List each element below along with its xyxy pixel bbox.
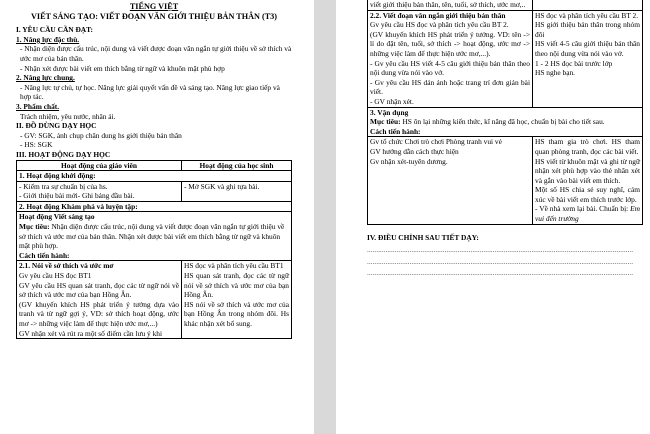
activity-3-goal-label: Mục tiêu: [370, 117, 401, 127]
row-2-1-student [182, 261, 292, 339]
activities-table-continued [367, 0, 643, 225]
row-3-student-3: Một số HS chia sẻ suy nghĩ, cảm xúc về bài viết em thích trước lớp. [535, 185, 640, 204]
page-2-content [367, 0, 643, 278]
document-page-1 [0, 0, 314, 434]
section-1-1: 1. Năng lực đặc thù. [16, 34, 80, 44]
row-2-1-teacher [17, 261, 182, 339]
activity-1-teacher-2: - Giới thiệu bài mới- Ghi bảng đầu bài. [19, 191, 135, 201]
table-header-row [17, 160, 292, 171]
row-2-2-student-2: HS giới thiệu bản thân trong nhóm đôi [535, 20, 640, 39]
row-2-2-title: 2.2. Viết đoạn văn ngắn giới thiệu bản thân [370, 10, 506, 20]
row-2-2-teacher-1: Gv yêu cầu HS đọc và phân tích yêu cầu BT 2. [370, 20, 509, 30]
activity-3-goal-text: HS ôn lại những kiến thức, kĩ năng đã học, chuẩn bị bài cho tiết sau. [400, 117, 605, 127]
section-1-3: 3. Phẩm chất. [16, 101, 60, 111]
section-3-title: III. HOẠT ĐỘNG DẠY HỌC [16, 149, 111, 159]
activity-2-intro [17, 212, 292, 261]
section-1-1-a: - Nhận diện được cấu trúc, nội dung và viết được đoạn văn ngắn tự giới thiệu về sở thích và ước mơ của bản thân. [20, 44, 292, 63]
activity-3-how: Cách tiến hành: [370, 126, 421, 136]
row-2-2-teacher-5: - GV nhận xét. [370, 96, 414, 106]
activity-2-title: 2. Hoạt động Khám phá và luyện tập: [17, 201, 292, 212]
activities-table [16, 160, 292, 340]
row-3-student-2: HS viết từ khuôn mặt và ghi từ ngữ nhận xét phù hợp vào thẻ nhân xét và gắn vào bài viết em thích. [535, 156, 640, 185]
activity-3-goal [370, 117, 640, 127]
section-1-title: I. YÊU CẦU CẦN ĐẠT: [16, 25, 93, 35]
row-2-1-title: 2.1. Nói về sở thích và ước mơ [19, 261, 114, 271]
row-3-teacher [368, 137, 533, 224]
section-2-a: - GV: SGK, ảnh chụp chân dung hs giới thiệu bản thân [20, 130, 182, 140]
row-3-teacher-1: Gv tổ chức Chơi trò chơi Phòng tranh vui vẻ [370, 137, 502, 147]
header-student: Hoạt động của học sinh [182, 160, 292, 171]
row-2-1-student-3: HS nói về sở thích và ước mơ của bạn Hồng Ân trong nhóm đôi. Hs khác nhận xét bổ sung. [184, 299, 289, 328]
table-row [17, 171, 292, 182]
page-gap [314, 0, 336, 434]
row-2-2-teacher [368, 10, 533, 107]
activity-1-student [182, 181, 292, 201]
row-2-2-teacher-3: - Gv yêu cầu HS viết 4-5 câu giới thiệu bản thân theo nội dung vừa nói vào vở. [370, 58, 530, 78]
row-2-1-student-1: HS đọc và phân tích yêu cầu BT1 [184, 261, 284, 271]
document-page-2 [336, 0, 650, 434]
next-lesson-title: Em vui đến trường [535, 204, 640, 224]
row-2-1-teacher-3: (GV khuyến khích HS phát triển ý tưởng dựa vào tranh và từ ngữ gợi ý, VD: sở thích hoạt động, ước mơ -> những việc làm để thực hiện ước mơ,...) [19, 299, 179, 328]
continued-teacher [368, 0, 533, 10]
table-row [368, 107, 643, 137]
activity-2-goal [19, 222, 289, 251]
section-2-title: II. ĐỒ DÙNG DẠY HỌC [16, 121, 97, 131]
section-2-b: - HS: SGK [20, 140, 53, 150]
table-row [368, 10, 643, 107]
page-1-content [16, 2, 292, 339]
section-1-1-b: - Nhận xét được bài viết em thích bằng từ ngữ và khuôn mặt phù hợp [20, 63, 225, 73]
table-row [17, 212, 292, 261]
activity-1-title: 1. Hoạt động khởi động: [17, 171, 292, 182]
activity-2-goal-text: Nhận diện được cấu trúc, nội dung và viết được đoạn văn ngắn tự giới thiệu về sở thích và ước mơ của bản thân. Nhận xét được bài viết em thích bằng từ ngữ và khuôn mặt phù hợp. [19, 222, 285, 251]
adjustment-line-2: ................................................................................................................................................ [367, 256, 634, 266]
activity-2-how: Cách tiến hành: [19, 250, 70, 260]
adjustment-line-3: ................................................................................................................................................ [367, 268, 634, 278]
table-row [368, 137, 643, 224]
activity-3-title: 3. Vận dụng [370, 107, 409, 117]
table-row [17, 201, 292, 212]
row-2-2-student [533, 10, 643, 107]
section-4-title: IV. ĐIỀU CHỈNH SAU TIẾT DẠY: [367, 232, 479, 242]
table-row [17, 181, 292, 201]
table-row [368, 0, 643, 10]
section-1-2-a: - Năng lực tự chủ, tự học. Năng lực giải quyết vấn đề và sáng tạo. Năng lực giao tiếp và hợp tác. [20, 82, 280, 102]
activity-3-intro [368, 107, 643, 137]
row-3-student-4-text: - Về nhà xem lại bài. Chuẩn bị: [535, 204, 631, 214]
row-2-1-teacher-2: GV yêu cầu HS quan sát tranh, đọc các từ ngữ nói về sở thích và ước mơ của bạn Hồng Ân. [19, 280, 179, 300]
row-3-student-4 [535, 204, 640, 223]
row-3-teacher-3: Gv nhận xét-tuyên dương. [370, 156, 448, 166]
row-2-1-student-2: HS quan sát tranh, đọc các từ ngữ nói về sở thích và ước mơ của bạn Hồng Ân. [184, 271, 289, 300]
row-2-1-teacher-4: GV nhận xét và rút ra một số điểm cần lưu ý khi [19, 328, 163, 338]
row-2-2-student-4: 1 - 2 HS đọc bài trước lớp [535, 58, 613, 68]
subject-title: TIẾNG VIỆT [129, 2, 179, 11]
table-row [17, 261, 292, 339]
lesson-title: VIẾT SÁNG TẠO: VIẾT ĐOẠN VĂN GIỚI THIỆU BẢN THÂN (T3) [31, 11, 277, 21]
row-3-teacher-2: GV hướng dẫn cách thực hiện [370, 146, 459, 156]
continued-text: viết giới thiệu bản thân, tên, tuổi, sở thích, ước mơ,.. [370, 0, 526, 9]
header-teacher: Hoạt động của giáo viên [17, 160, 182, 171]
section-1-3-a: Trách nhiệm, yêu nước, nhân ái. [20, 111, 116, 121]
row-2-2-student-3: HS viết 4-5 câu giới thiệu bản thân theo nội dung vừa nói vào vở. [535, 39, 640, 58]
section-1-2: 2. Năng lực chung. [16, 73, 75, 83]
activity-1-student-1: - Mở SGK và ghi tựa bài. [184, 181, 260, 191]
activity-1-teacher [17, 181, 182, 201]
row-3-student [533, 137, 643, 224]
row-2-1-teacher-1: Gv yêu cầu HS đọc BT1 [19, 271, 92, 281]
row-3-student-1: HS tham gia trò chơi. HS tham quan phòng tranh, đọc các bài viết. [535, 137, 640, 156]
activity-2-goal-label: Mục tiêu: [19, 222, 50, 232]
activity-2-subtitle: Hoạt động Viết sáng tạo [19, 212, 95, 222]
activity-1-teacher-1: - Kiểm tra sự chuẩn bị của hs. [19, 181, 108, 191]
continued-student [533, 0, 643, 10]
row-2-2-teacher-2: (GV khuyến khích HS phát triển ý tưởng. VD: tên -> lí do đặt tên, tuổi, sở thích -> hoạt động, ước mơ -> những việc làm để thực hiện ước mơ,...). [370, 29, 530, 58]
row-2-2-student-1: HS đọc và phân tích yêu cầu BT 2. [535, 10, 639, 20]
row-2-2-teacher-4: - Gv yêu cầu HS dán ảnh hoặc trang trí đơn giản bài viết. [370, 77, 530, 97]
row-2-2-student-5: HS nghe bạn. [535, 68, 576, 78]
adjustment-line-1: ................................................................................................................................................ [367, 245, 634, 255]
